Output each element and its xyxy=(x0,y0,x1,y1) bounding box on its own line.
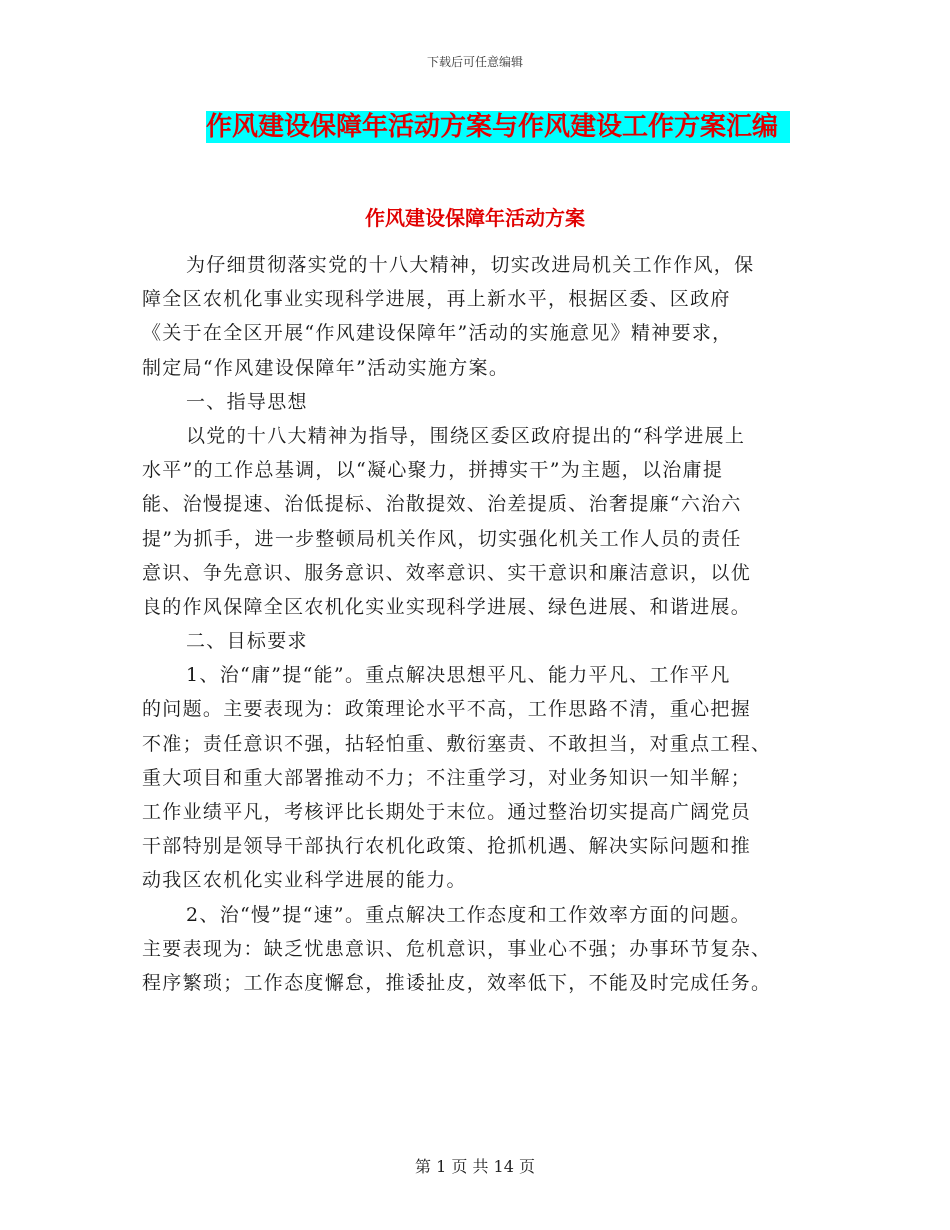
section-title: 作风建设保障年活动方案 xyxy=(365,206,585,230)
body-line: 一、指导思想 xyxy=(186,390,308,413)
body-line: 1、治“庸”提“能”。重点解决思想平凡、能力平凡、工作平凡 xyxy=(186,664,731,687)
body-line: 良的作风保障全区农机化实业实现科学进展、绿色进展、和谐进展。 xyxy=(142,595,752,618)
body-line: 的问题。主要表现为：政策理论水平不高，工作思路不清，重心把握 xyxy=(142,698,752,721)
body-line: 以党的十八大精神为指导，围绕区委区政府提出的“科学进展上 xyxy=(186,424,746,447)
body-line: 2、治“慢”提“速”。重点解决工作态度和工作效率方面的问题。 xyxy=(186,903,751,926)
document-body xyxy=(142,248,812,1000)
page-footer: 第 1 页 共 14 页 xyxy=(415,1157,535,1176)
body-line: 提”为抓手，进一步整顿局机关作风，切实强化机关工作人员的责任 xyxy=(142,527,742,550)
body-line: 动我区农机化实业科学进展的能力。 xyxy=(142,869,467,892)
body-line: 工作业绩平凡，考核评比长期处于末位。通过整治切实提高广阔党员 xyxy=(142,801,752,823)
body-line: 二、目标要求 xyxy=(186,630,308,653)
body-line: 重大项目和重大部署推动不力；不注重学习，对业务知识一知半解； xyxy=(142,766,752,789)
body-line: 障全区农机化事业实现科学进展，再上新水平，根据区委、区政府 xyxy=(142,288,731,311)
body-line: 为仔细贯彻落实党的十八大精神，切实改进局机关工作作风，保 xyxy=(186,254,755,276)
body-line: 意识、争先意识、服务意识、效率意识、实干意识和廉洁意识，以优 xyxy=(142,561,752,584)
header-note: 下载后可任意编辑 xyxy=(426,55,523,69)
body-line: 干部特别是领导干部执行农机化政策、抢抓机遇、解决实际问题和推 xyxy=(142,835,752,858)
body-line: 制定局“作风建设保障年”活动实施方案。 xyxy=(142,356,510,379)
document-main-title: 作风建设保障年活动方案与作风建设工作方案汇编 xyxy=(206,111,790,143)
body-line: 主要表现为：缺乏忧患意识、危机意识，事业心不强；办事环节复杂、 xyxy=(142,937,772,960)
body-line: 《关于在全区开展“作风建设保障年”活动的实施意见》精神要求， xyxy=(142,322,733,345)
body-line: 程序繁琐；工作态度懈怠，推诿扯皮，效率低下，不能及时完成任务。 xyxy=(142,971,772,994)
body-line: 能、治慢提速、治低提标、治散提效、治差提质、治奢提廉“六治六 xyxy=(142,493,742,516)
body-line: 水平”的工作总基调，以“凝心聚力，拼搏实干”为主题，以治庸提 xyxy=(142,459,724,482)
body-line: 不准；责任意识不强，拈轻怕重、敷衍塞责、不敢担当，对重点工程、 xyxy=(142,732,772,755)
